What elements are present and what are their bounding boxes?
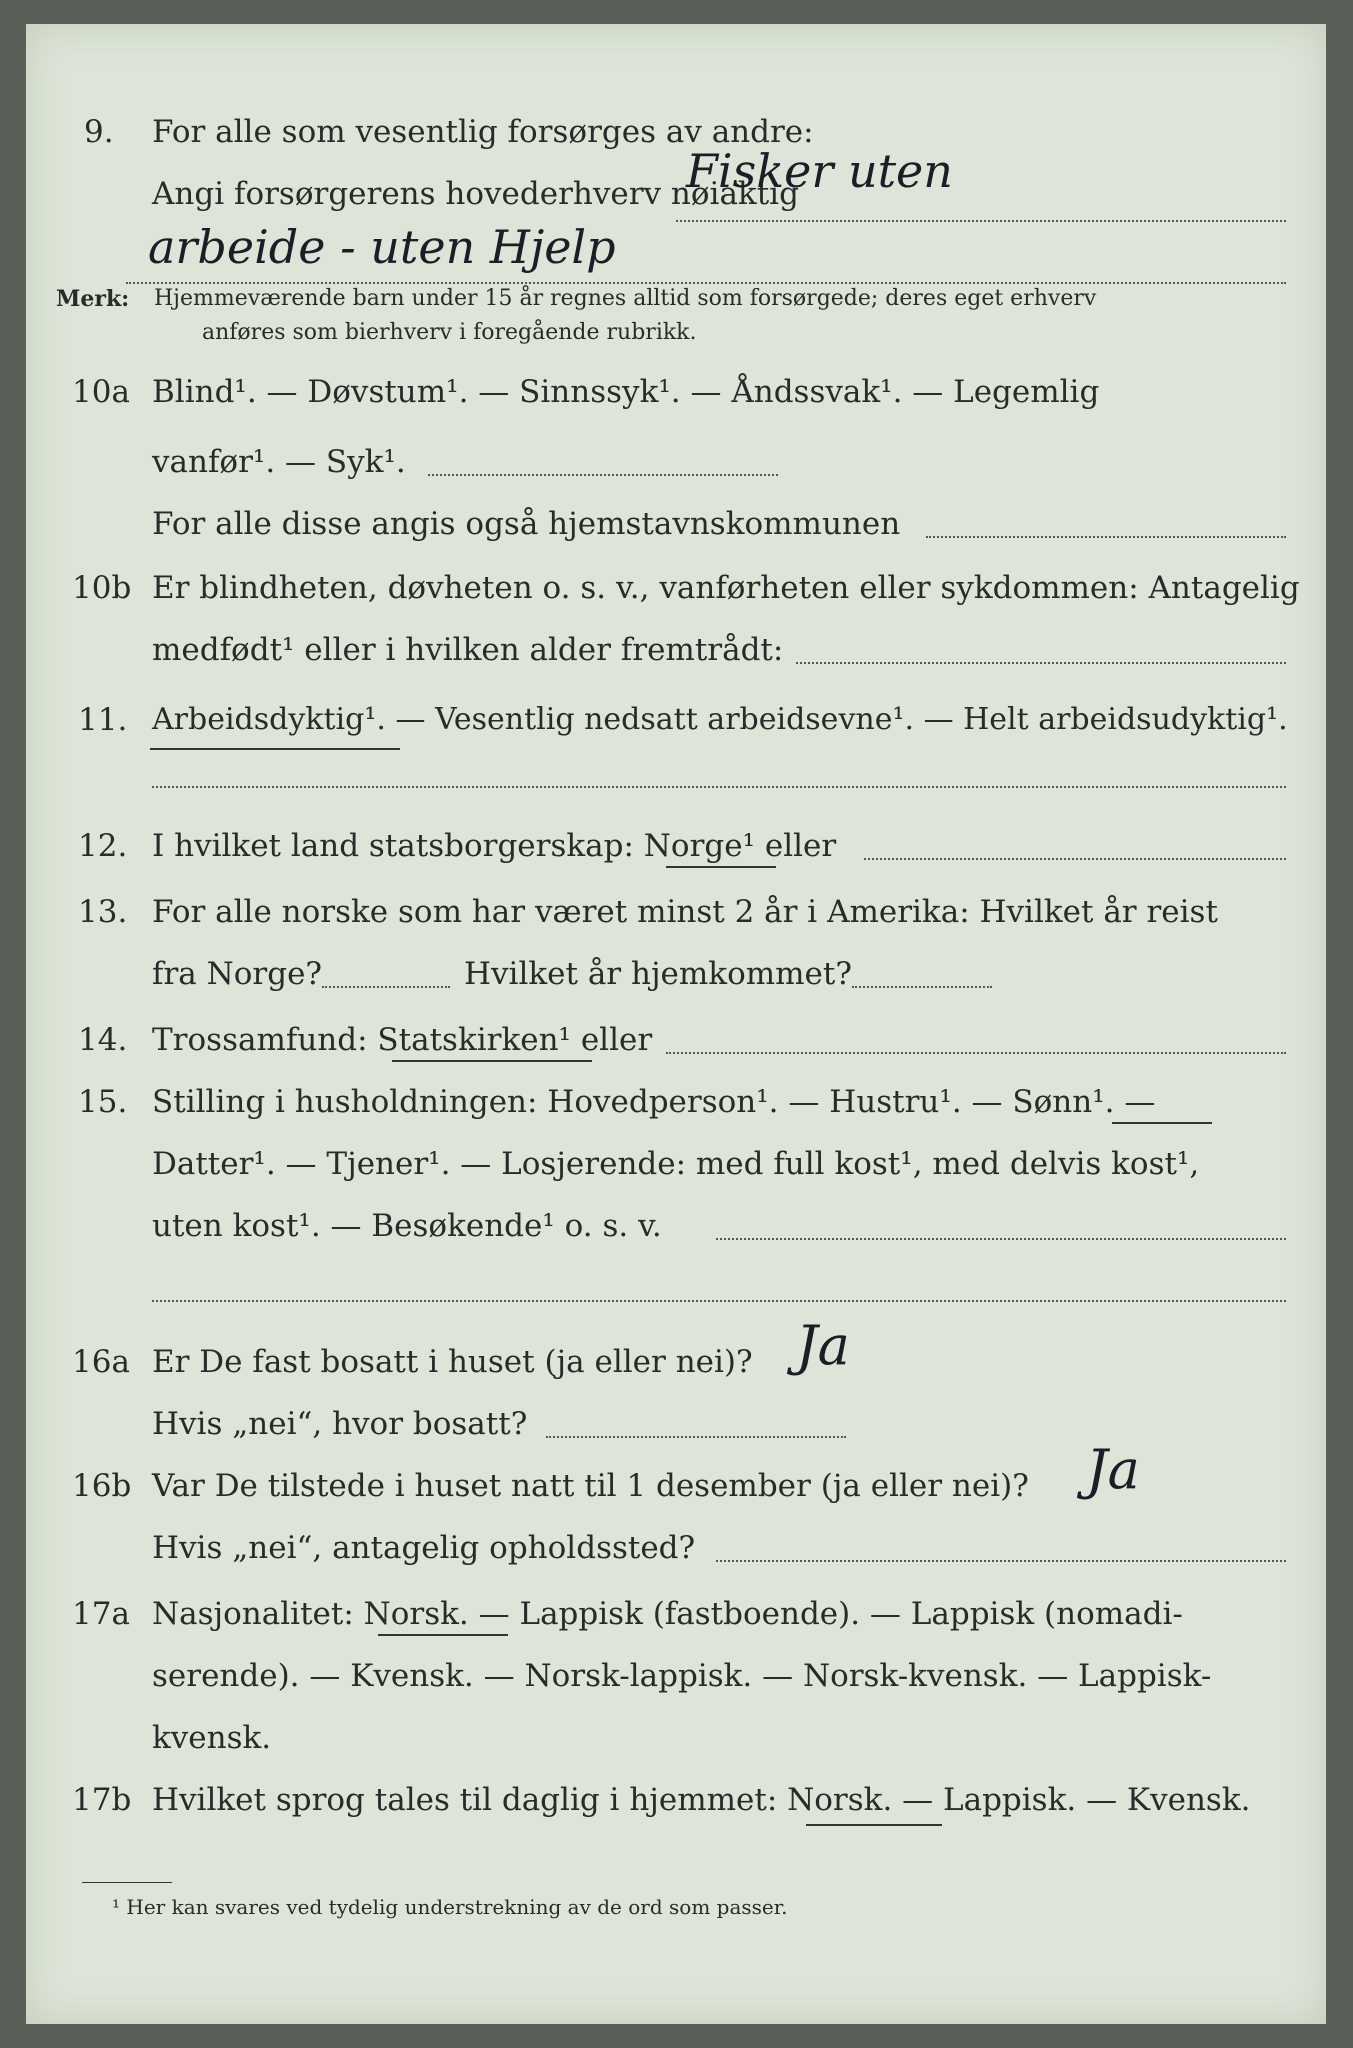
q17a-text-3: kvensk. (152, 1720, 272, 1756)
q13-text-2: fra Norge? (152, 956, 323, 992)
q16b-text-2: Hvis „nei“, antagelig opholdssted? (152, 1530, 696, 1566)
q13-text-1: For alle norske som har været minst 2 år i Amerika: Hvilket år reist (152, 894, 1218, 930)
merk-text-2: anføres som bierhverv i foregående rubrikk. (202, 320, 697, 345)
q10b-text-2: medfødt¹ eller i hvilken alder fremtrådt: (152, 632, 784, 668)
q9-text-1: For alle som vesentlig forsørges av andre: (152, 114, 814, 150)
q10b-text-1: Er blindheten, døvheten o. s. v., vanførheten eller sykdommen: Antagelig (152, 570, 1300, 606)
q9-answer-line-1 (676, 220, 1286, 222)
q15-text-1: Stilling i husholdningen: Hovedperson¹. — Hustru¹. — Sønn¹. — (152, 1084, 1156, 1120)
q17b-text-1: Hvilket sprog tales til daglig i hjemmet: Norsk. — Lappisk. — Kvensk. (152, 1782, 1251, 1818)
q15-answer-line-2 (152, 1300, 1286, 1302)
census-form-page (26, 24, 1326, 2024)
q12-number: 12. (78, 828, 128, 864)
q16a-text-2: Hvis „nei“, hvor bosatt? (152, 1406, 528, 1442)
q16b-number: 16b (72, 1468, 132, 1504)
q16b-answer-line (716, 1560, 1286, 1562)
q16a-handwritten-answer: Ja (796, 1314, 850, 1377)
q16b-text-1: Var De tilstede i huset natt til 1 desember (ja eller nei)? (152, 1468, 1029, 1504)
q15-text-2: Datter¹. — Tjener¹. — Losjerende: med full kost¹, med delvis kost¹, (152, 1146, 1200, 1182)
q15-text-3: uten kost¹. — Besøkende¹ o. s. v. (152, 1208, 662, 1244)
q11-underline-arbeidsdyktig (150, 748, 400, 750)
q13-text-2b: Hvilket år hjemkommet? (464, 956, 852, 992)
q11-text-1: Arbeidsdyktig¹. — Vesentlig nedsatt arbeidsevne¹. — Helt arbeidsudyktig¹. (152, 702, 1288, 737)
q10a-answer-line-1 (428, 474, 778, 476)
q17a-text-2: serende). — Kvensk. — Norsk-lappisk. — Norsk-kvensk. — Lappisk- (152, 1658, 1212, 1694)
q10a-answer-line-2 (926, 536, 1286, 538)
q13-answer-line-1 (322, 986, 450, 988)
q12-answer-line (864, 858, 1286, 860)
q17b-number: 17b (72, 1782, 132, 1818)
q10b-answer-line (796, 662, 1286, 664)
q11-answer-line (152, 786, 1286, 788)
q10a-text-1: Blind¹. — Døvstum¹. — Sinnssyk¹. — Åndssvak¹. — Legemlig (152, 374, 1100, 410)
q13-answer-line-2 (852, 986, 992, 988)
q16a-number: 16a (72, 1344, 130, 1380)
footnote-rule (82, 1882, 172, 1883)
q14-text-1: Trossamfund: Statskirken¹ eller (152, 1022, 653, 1058)
q10a-number: 10a (72, 374, 130, 410)
q9-number: 9. (84, 114, 114, 150)
q9-handwritten-answer-2: arbeide - uten Hjelp (148, 220, 616, 274)
q17a-number: 17a (72, 1596, 130, 1632)
q16b-handwritten-answer: Ja (1086, 1438, 1140, 1501)
q14-underline-statskirken (392, 1060, 592, 1062)
q12-underline-norge (666, 866, 776, 868)
merk-label: Merk: (56, 286, 130, 312)
q17b-underline-norsk (806, 1824, 942, 1826)
q14-number: 14. (78, 1022, 128, 1058)
q15-answer-line-1 (716, 1238, 1286, 1240)
q16a-text-1: Er De fast bosatt i huset (ja eller nei)? (152, 1344, 753, 1380)
q9-text-2: Angi forsørgerens hovederhverv nøiaktig (152, 176, 799, 212)
q16a-answer-line (546, 1436, 846, 1438)
q14-answer-line (666, 1052, 1286, 1054)
q12-text-1: I hvilket land statsborgerskap: Norge¹ eller (152, 828, 837, 864)
footnote-text: ¹ Her kan svares ved tydelig understrekning av de ord som passer. (112, 1895, 788, 1919)
q9-handwritten-answer-1: Fisker uten (686, 144, 953, 198)
q11-number: 11. (78, 702, 128, 738)
q17a-underline-norsk (378, 1634, 508, 1636)
q15-underline-sonn (1112, 1122, 1212, 1124)
q13-number: 13. (78, 894, 128, 930)
q10a-text-3: For alle disse angis også hjemstavnskommunen (152, 506, 901, 542)
q15-number: 15. (78, 1084, 128, 1120)
q17a-text-1: Nasjonalitet: Norsk. — Lappisk (fastboende). — Lappisk (nomadi- (152, 1596, 1183, 1632)
q10a-text-2: vanfør¹. — Syk¹. (152, 444, 406, 480)
q10b-number: 10b (72, 570, 132, 606)
merk-text-1: Hjemmeværende barn under 15 år regnes alltid som forsørgede; deres eget erhverv (154, 286, 1097, 311)
